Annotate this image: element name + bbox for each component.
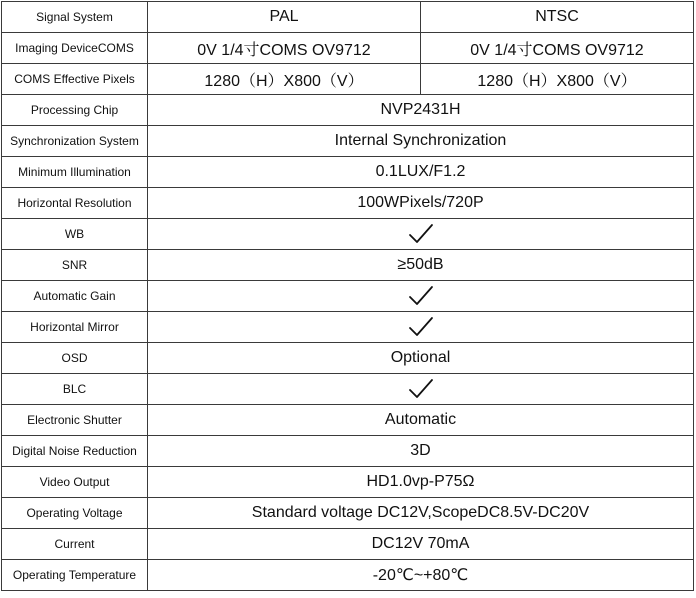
- cell-value: Automatic: [148, 405, 694, 436]
- cell-value: Standard voltage DC12V,ScopeDC8.5V-DC20V: [148, 498, 694, 529]
- table-row: [2, 219, 694, 250]
- column-header-pal: PAL: [148, 2, 421, 33]
- table-row: [2, 281, 694, 312]
- column-header-ntsc: NTSC: [421, 2, 694, 33]
- table-row: [2, 95, 694, 126]
- cell-value: -20℃~+80℃: [148, 560, 694, 591]
- table-row: [2, 467, 694, 498]
- checkmark-icon: [408, 316, 434, 338]
- cell-value: Internal Synchronization: [148, 126, 694, 157]
- row-label: Electronic Shutter: [2, 405, 148, 436]
- table-row: [2, 560, 694, 591]
- checkmark-icon: [408, 223, 434, 245]
- row-label: Horizontal Mirror: [2, 312, 148, 343]
- row-label: SNR: [2, 250, 148, 281]
- table-row: [2, 33, 694, 64]
- checkmark-icon: [408, 378, 434, 400]
- row-label: WB: [2, 219, 148, 250]
- row-label: Operating Temperature: [2, 560, 148, 591]
- row-label: BLC: [2, 374, 148, 405]
- row-label: Signal System: [2, 2, 148, 33]
- row-label: Processing Chip: [2, 95, 148, 126]
- cell-value: 100WPixels/720P: [148, 188, 694, 219]
- row-label: Minimum Illumination: [2, 157, 148, 188]
- spec-table: [1, 1, 694, 591]
- cell-value: DC12V 70mA: [148, 529, 694, 560]
- row-label: OSD: [2, 343, 148, 374]
- checkmark-icon: [408, 285, 434, 307]
- table-row: [2, 250, 694, 281]
- cell-value-check: [148, 374, 694, 405]
- row-label: Synchronization System: [2, 126, 148, 157]
- cell-value-pal: 1280（H）X800（V）: [148, 64, 421, 95]
- cell-value-pal: 0V 1/4寸COMS OV9712: [148, 33, 421, 64]
- row-label: Imaging DeviceCOMS: [2, 33, 148, 64]
- cell-value: HD1.0vp-P75Ω: [148, 467, 694, 498]
- table-row: [2, 188, 694, 219]
- table-row: [2, 126, 694, 157]
- table-row: [2, 405, 694, 436]
- cell-value: Optional: [148, 343, 694, 374]
- table-row: [2, 2, 694, 33]
- cell-value: ≥50dB: [148, 250, 694, 281]
- table-row: [2, 529, 694, 560]
- table-row: [2, 436, 694, 467]
- table-row: [2, 343, 694, 374]
- cell-value-check: [148, 219, 694, 250]
- cell-value-ntsc: 0V 1/4寸COMS OV9712: [421, 33, 694, 64]
- table-row: [2, 312, 694, 343]
- table-row: [2, 64, 694, 95]
- cell-value-check: [148, 312, 694, 343]
- row-label: Digital Noise Reduction: [2, 436, 148, 467]
- cell-value: 3D: [148, 436, 694, 467]
- table-row: [2, 498, 694, 529]
- row-label: Automatic Gain: [2, 281, 148, 312]
- cell-value: 0.1LUX/F1.2: [148, 157, 694, 188]
- cell-value: NVP2431H: [148, 95, 694, 126]
- row-label: COMS Effective Pixels: [2, 64, 148, 95]
- cell-value-check: [148, 281, 694, 312]
- table-row: [2, 374, 694, 405]
- row-label: Video Output: [2, 467, 148, 498]
- row-label: Horizontal Resolution: [2, 188, 148, 219]
- table-row: [2, 157, 694, 188]
- row-label: Current: [2, 529, 148, 560]
- row-label: Operating Voltage: [2, 498, 148, 529]
- cell-value-ntsc: 1280（H）X800（V）: [421, 64, 694, 95]
